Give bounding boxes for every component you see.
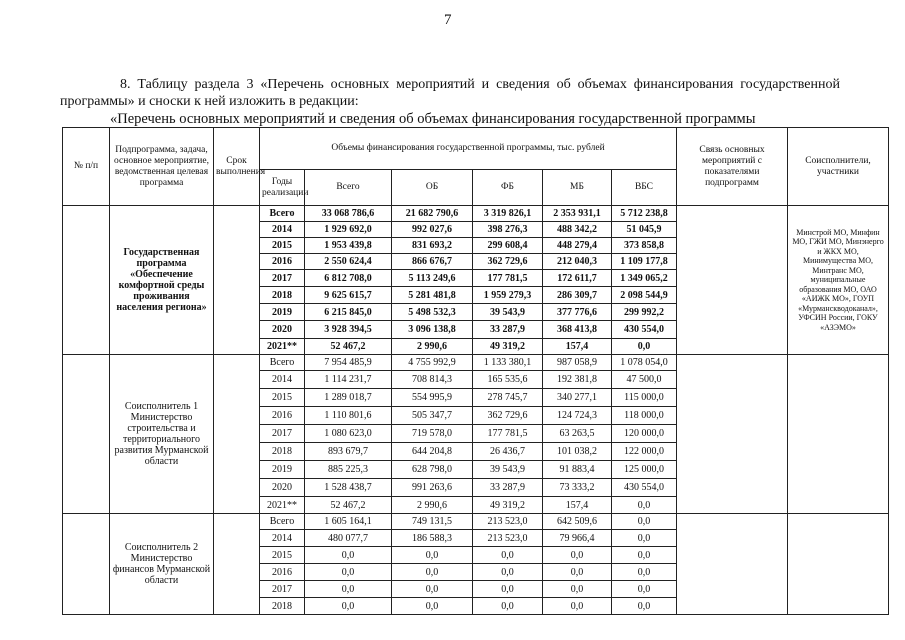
cell-total: 0,0 — [305, 598, 392, 615]
cell-year: 2015 — [260, 389, 305, 407]
cell-mb: 2 353 931,1 — [543, 206, 612, 222]
header-num: № п/п — [63, 128, 110, 206]
cell-ob: 866 676,7 — [392, 254, 473, 270]
cell-mb: 368 413,8 — [543, 321, 612, 339]
cell-year: 2017 — [260, 270, 305, 287]
cell-ob: 0,0 — [392, 581, 473, 598]
cell-vbs: 1 078 054,0 — [612, 355, 677, 371]
cell-coexecutors — [788, 355, 889, 514]
cell-fb: 177 781,5 — [473, 425, 543, 443]
cell-term — [214, 206, 260, 355]
header-mb: МБ — [543, 170, 612, 206]
cell-year: 2014 — [260, 371, 305, 389]
cell-total: 1 114 231,7 — [305, 371, 392, 389]
cell-year: 2018 — [260, 287, 305, 304]
cell-vbs: 0,0 — [612, 339, 677, 355]
cell-mb: 0,0 — [543, 564, 612, 581]
cell-fb: 39 543,9 — [473, 304, 543, 321]
cell-vbs: 1 349 065,2 — [612, 270, 677, 287]
cell-year: Всего — [260, 206, 305, 222]
cell-total: 3 928 394,5 — [305, 321, 392, 339]
header-funding: Объемы финансирования государственной программы, тыс. рублей — [260, 128, 677, 170]
cell-ob: 5 113 249,6 — [392, 270, 473, 287]
cell-program-name: Соисполнитель 1 Министерство строительства и территориального развития Мурманской области — [110, 355, 214, 514]
table-row — [63, 355, 889, 371]
header-coexec: Соисполнители, участники — [788, 128, 889, 206]
cell-ob: 831 693,2 — [392, 238, 473, 254]
cell-total: 1 080 623,0 — [305, 425, 392, 443]
cell-mb: 642 509,6 — [543, 514, 612, 530]
cell-mb: 63 263,5 — [543, 425, 612, 443]
cell-total: 52 467,2 — [305, 497, 392, 514]
cell-year: 2018 — [260, 598, 305, 615]
cell-ob: 2 990,6 — [392, 497, 473, 514]
cell-fb: 362 729,6 — [473, 407, 543, 425]
cell-fb: 0,0 — [473, 547, 543, 564]
cell-total: 0,0 — [305, 547, 392, 564]
cell-total: 52 467,2 — [305, 339, 392, 355]
cell-total: 0,0 — [305, 564, 392, 581]
cell-vbs: 373 858,8 — [612, 238, 677, 254]
cell-total: 893 679,7 — [305, 443, 392, 461]
table-row — [63, 206, 889, 222]
cell-ob: 644 204,8 — [392, 443, 473, 461]
cell-year: 2015 — [260, 547, 305, 564]
cell-mb: 0,0 — [543, 581, 612, 598]
cell-ob: 2 990,6 — [392, 339, 473, 355]
cell-ob: 719 578,0 — [392, 425, 473, 443]
cell-year: 2020 — [260, 479, 305, 497]
cell-total: 33 068 786,6 — [305, 206, 392, 222]
cell-vbs: 115 000,0 — [612, 389, 677, 407]
cell-total: 1 110 801,6 — [305, 407, 392, 425]
cell-year: 2014 — [260, 222, 305, 238]
cell-year: 2017 — [260, 425, 305, 443]
cell-vbs: 1 109 177,8 — [612, 254, 677, 270]
cell-vbs: 2 098 544,9 — [612, 287, 677, 304]
cell-total: 1 929 692,0 — [305, 222, 392, 238]
financing-table — [62, 127, 889, 615]
cell-year: 2021** — [260, 497, 305, 514]
cell-vbs: 430 554,0 — [612, 321, 677, 339]
cell-program-name: Государственная программа «Обеспечение комфортной среды проживания населения региона» — [110, 206, 214, 355]
cell-num — [63, 206, 110, 355]
cell-mb: 157,4 — [543, 339, 612, 355]
cell-total: 1 528 438,7 — [305, 479, 392, 497]
cell-vbs: 51 045,9 — [612, 222, 677, 238]
cell-ob: 992 027,6 — [392, 222, 473, 238]
cell-vbs: 120 000,0 — [612, 425, 677, 443]
header-vbs: ВБС — [612, 170, 677, 206]
cell-ob: 505 347,7 — [392, 407, 473, 425]
cell-ob: 628 798,0 — [392, 461, 473, 479]
cell-year: 2015 — [260, 238, 305, 254]
cell-total: 1 605 164,1 — [305, 514, 392, 530]
cell-coexecutors: Минстрой МО, Минфин МО, ГЖИ МО, Минэнерго и ЖКХ МО, Минимущества МО, Минтранс МО, муниципальные образования МО, ОАО «АИЖК МО», ГОУП «Мурманскводоканал», УФСИН России, ГОКУ «АЗЭМО» — [788, 206, 889, 355]
cell-vbs: 118 000,0 — [612, 407, 677, 425]
cell-fb: 165 535,6 — [473, 371, 543, 389]
cell-vbs: 0,0 — [612, 581, 677, 598]
cell-vbs: 5 712 238,8 — [612, 206, 677, 222]
cell-vbs: 299 992,2 — [612, 304, 677, 321]
cell-term — [214, 355, 260, 514]
cell-fb: 0,0 — [473, 564, 543, 581]
cell-fb: 49 319,2 — [473, 497, 543, 514]
cell-total: 2 550 624,4 — [305, 254, 392, 270]
cell-mb: 73 333,2 — [543, 479, 612, 497]
header-link: Связь основных мероприятий с показателями подпрограмм — [677, 128, 788, 206]
cell-year: 2016 — [260, 564, 305, 581]
cell-mb: 192 381,8 — [543, 371, 612, 389]
cell-coexecutors — [788, 514, 889, 615]
cell-mb: 79 966,4 — [543, 530, 612, 547]
cell-vbs: 122 000,0 — [612, 443, 677, 461]
cell-ob: 991 263,6 — [392, 479, 473, 497]
cell-ob: 0,0 — [392, 598, 473, 615]
cell-vbs: 47 500,0 — [612, 371, 677, 389]
cell-year: 2016 — [260, 407, 305, 425]
cell-vbs: 0,0 — [612, 564, 677, 581]
header-years: Годы реализации — [260, 170, 305, 206]
cell-vbs: 430 554,0 — [612, 479, 677, 497]
cell-year: Всего — [260, 514, 305, 530]
cell-mb: 0,0 — [543, 598, 612, 615]
cell-fb: 39 543,9 — [473, 461, 543, 479]
cell-term — [214, 514, 260, 615]
cell-ob: 749 131,5 — [392, 514, 473, 530]
header-total: Всего — [305, 170, 392, 206]
cell-vbs: 0,0 — [612, 497, 677, 514]
cell-mb: 340 277,1 — [543, 389, 612, 407]
cell-fb: 33 287,9 — [473, 321, 543, 339]
cell-ob: 21 682 790,6 — [392, 206, 473, 222]
cell-link — [677, 206, 788, 355]
cell-ob: 5 281 481,8 — [392, 287, 473, 304]
cell-link — [677, 514, 788, 615]
cell-year: 2019 — [260, 461, 305, 479]
cell-year: 2021** — [260, 339, 305, 355]
cell-total: 6 215 845,0 — [305, 304, 392, 321]
cell-total: 885 225,3 — [305, 461, 392, 479]
cell-fb: 3 319 826,1 — [473, 206, 543, 222]
cell-ob: 708 814,3 — [392, 371, 473, 389]
cell-total: 0,0 — [305, 581, 392, 598]
cell-fb: 1 959 279,3 — [473, 287, 543, 304]
cell-year: 2020 — [260, 321, 305, 339]
cell-fb: 0,0 — [473, 598, 543, 615]
cell-fb: 177 781,5 — [473, 270, 543, 287]
cell-ob: 0,0 — [392, 564, 473, 581]
cell-fb: 26 436,7 — [473, 443, 543, 461]
cell-fb: 33 287,9 — [473, 479, 543, 497]
cell-fb: 49 319,2 — [473, 339, 543, 355]
cell-total: 480 077,7 — [305, 530, 392, 547]
cell-ob: 4 755 992,9 — [392, 355, 473, 371]
cell-ob: 5 498 532,3 — [392, 304, 473, 321]
cell-num — [63, 355, 110, 514]
cell-total: 7 954 485,9 — [305, 355, 392, 371]
cell-ob: 3 096 138,8 — [392, 321, 473, 339]
cell-fb: 1 133 380,1 — [473, 355, 543, 371]
cell-year: 2018 — [260, 443, 305, 461]
table-title: «Перечень основных мероприятий и сведения об объемах финансирования государственной программы — [110, 111, 756, 127]
cell-vbs: 0,0 — [612, 598, 677, 615]
header-program: Подпрограмма, задача, основное мероприятие, ведомственная целевая программа — [110, 128, 214, 206]
cell-year: 2014 — [260, 530, 305, 547]
cell-total: 6 812 708,0 — [305, 270, 392, 287]
header-fb: ФБ — [473, 170, 543, 206]
cell-mb: 172 611,7 — [543, 270, 612, 287]
cell-vbs: 125 000,0 — [612, 461, 677, 479]
cell-total: 1 953 439,8 — [305, 238, 392, 254]
intro-paragraph: 8. Таблицу раздела 3 «Перечень основных мероприятий и сведения об объемах финансирования государственной программы» и сноски к ней изложить в редакции: — [60, 77, 840, 109]
cell-mb: 286 309,7 — [543, 287, 612, 304]
cell-program-name: Соисполнитель 2 Министерство финансов Мурманской области — [110, 514, 214, 615]
table-row — [63, 514, 889, 530]
cell-fb: 278 745,7 — [473, 389, 543, 407]
cell-vbs: 0,0 — [612, 530, 677, 547]
cell-mb: 448 279,4 — [543, 238, 612, 254]
cell-total: 1 289 018,7 — [305, 389, 392, 407]
cell-mb: 157,4 — [543, 497, 612, 514]
cell-mb: 987 058,9 — [543, 355, 612, 371]
cell-mb: 488 342,2 — [543, 222, 612, 238]
cell-year: 2016 — [260, 254, 305, 270]
cell-vbs: 0,0 — [612, 514, 677, 530]
header-ob: ОБ — [392, 170, 473, 206]
cell-fb: 398 276,3 — [473, 222, 543, 238]
cell-mb: 212 040,3 — [543, 254, 612, 270]
cell-mb: 124 724,3 — [543, 407, 612, 425]
cell-mb: 101 038,2 — [543, 443, 612, 461]
cell-year: Всего — [260, 355, 305, 371]
cell-mb: 0,0 — [543, 547, 612, 564]
cell-ob: 554 995,9 — [392, 389, 473, 407]
cell-ob: 0,0 — [392, 547, 473, 564]
cell-vbs: 0,0 — [612, 547, 677, 564]
cell-ob: 186 588,3 — [392, 530, 473, 547]
cell-mb: 91 883,4 — [543, 461, 612, 479]
cell-fb: 299 608,4 — [473, 238, 543, 254]
cell-fb: 213 523,0 — [473, 530, 543, 547]
cell-fb: 362 729,6 — [473, 254, 543, 270]
cell-num — [63, 514, 110, 615]
cell-year: 2019 — [260, 304, 305, 321]
page-number: 7 — [444, 12, 452, 28]
cell-year: 2017 — [260, 581, 305, 598]
cell-fb: 213 523,0 — [473, 514, 543, 530]
cell-mb: 377 776,6 — [543, 304, 612, 321]
cell-total: 9 625 615,7 — [305, 287, 392, 304]
header-term: Срок выполнения — [214, 128, 260, 206]
cell-fb: 0,0 — [473, 581, 543, 598]
cell-link — [677, 355, 788, 514]
